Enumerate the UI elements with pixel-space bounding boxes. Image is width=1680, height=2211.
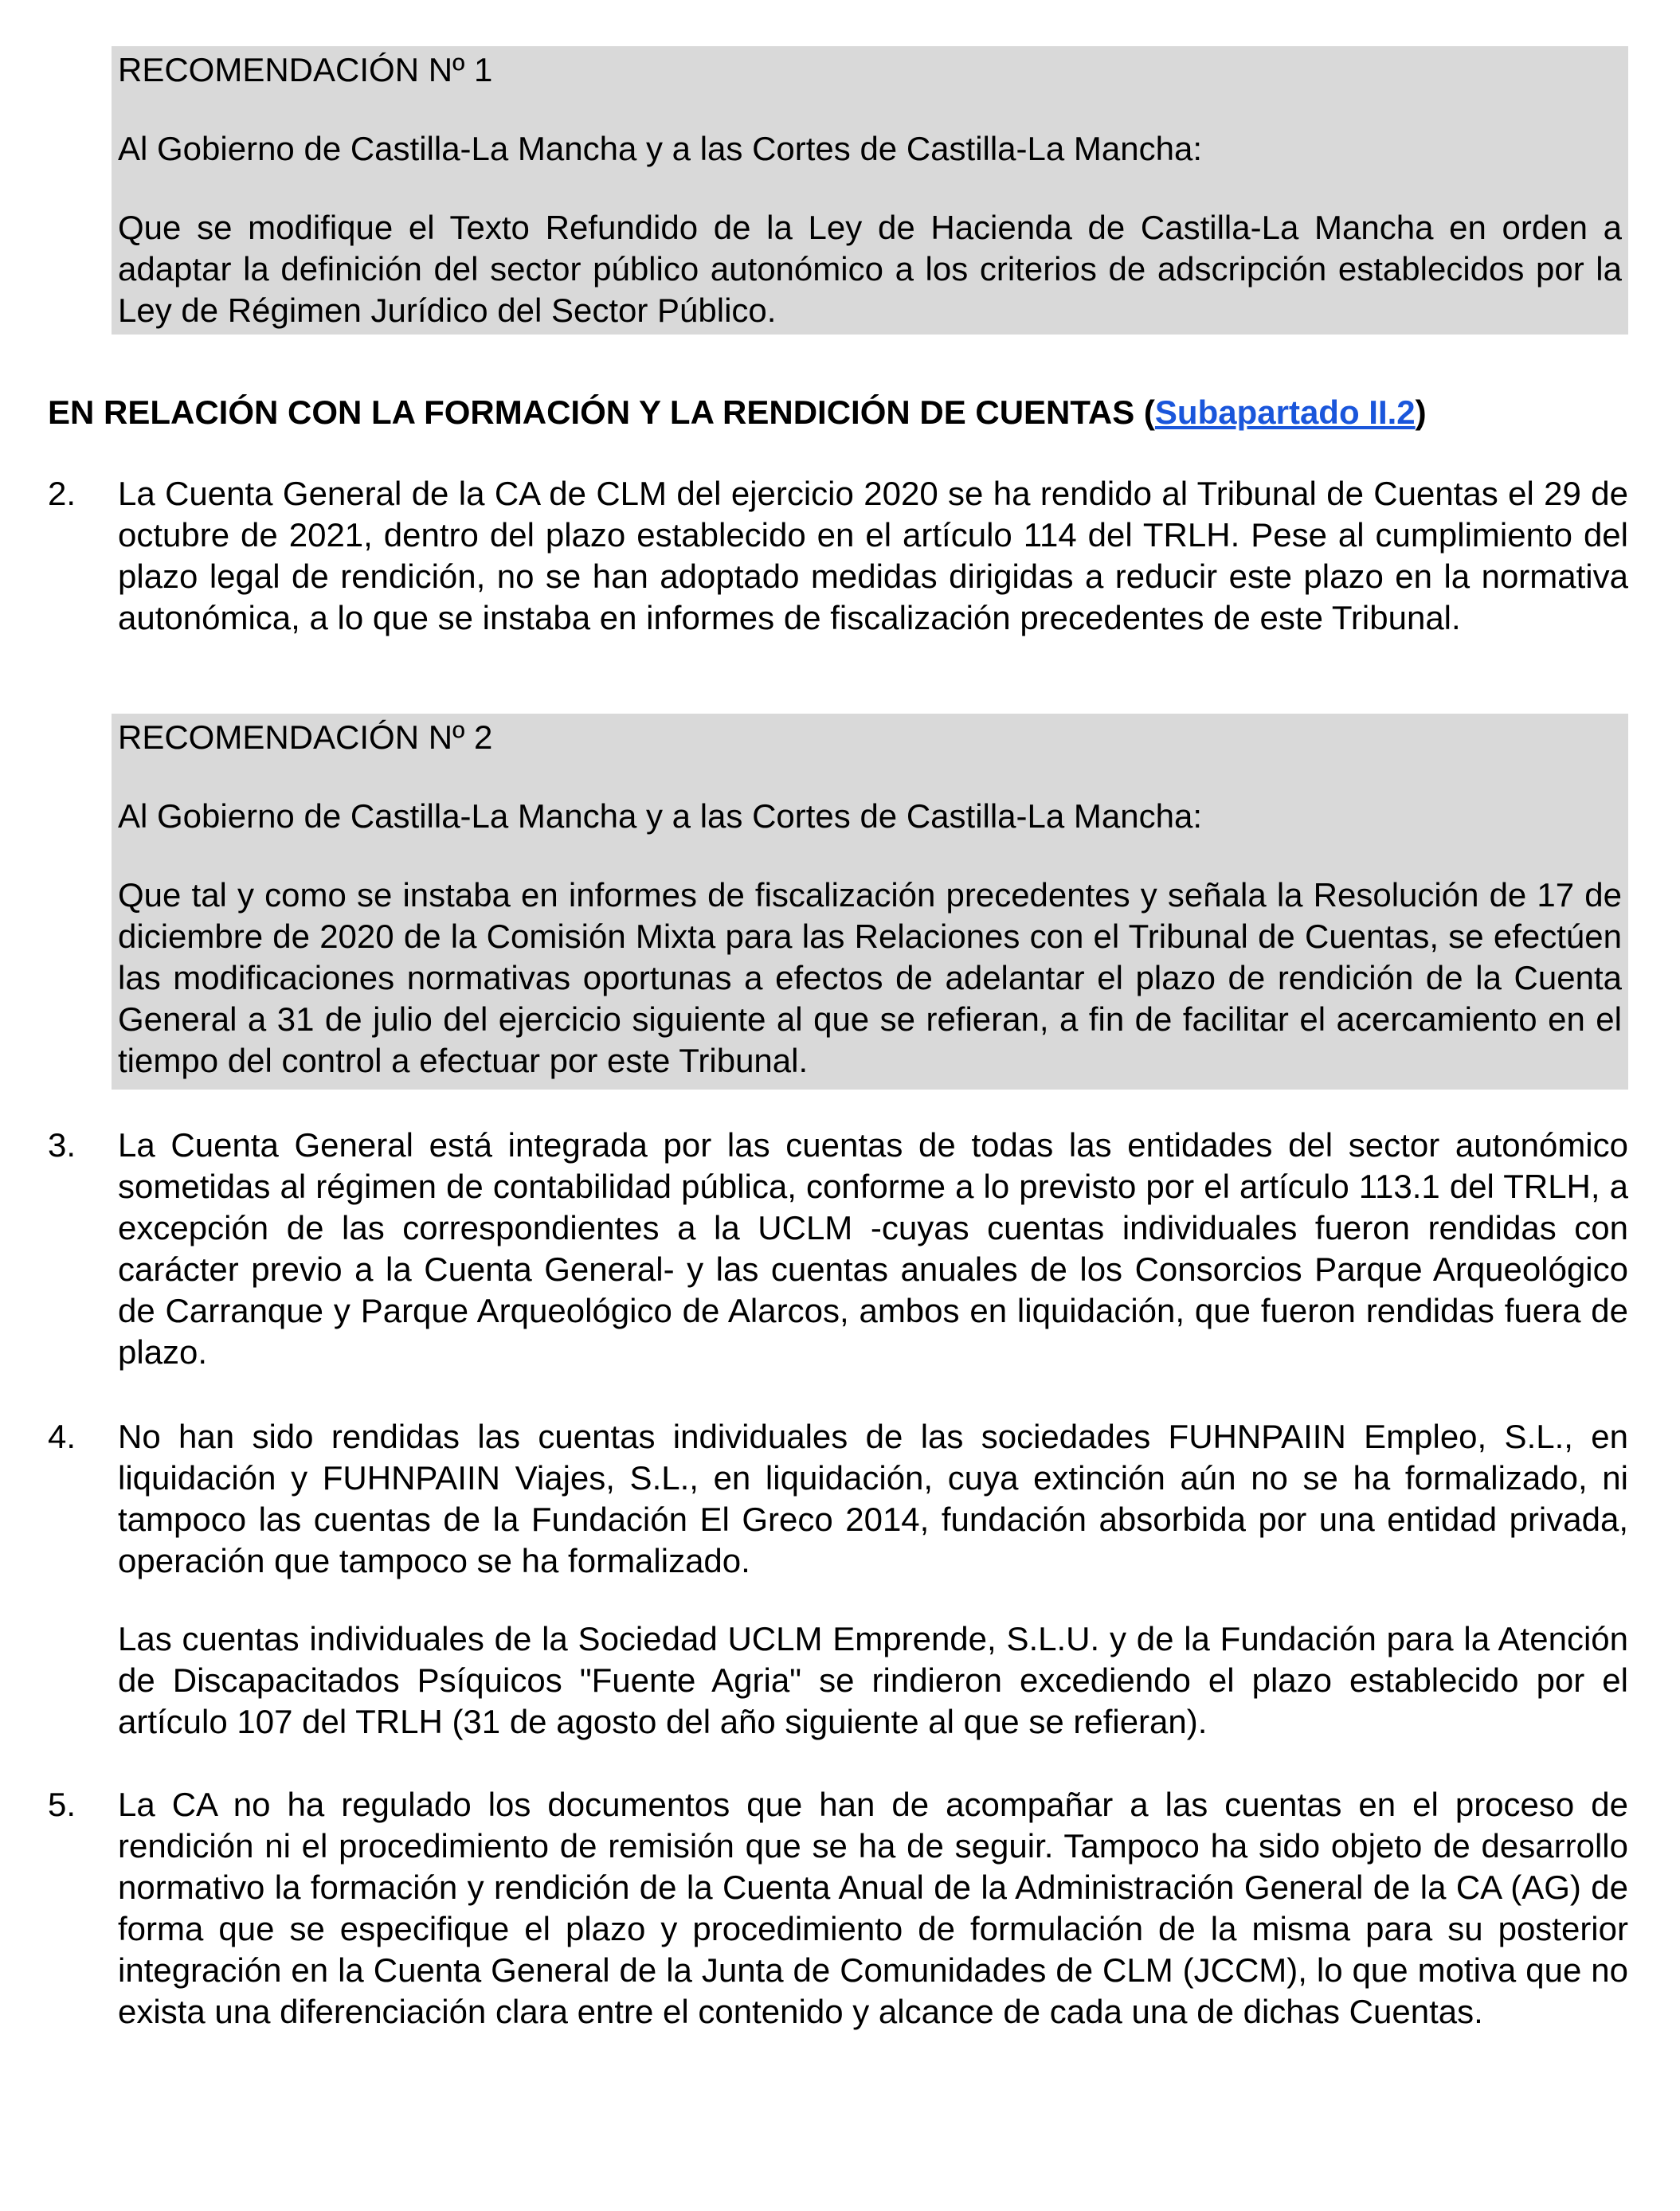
item-paragraph: No han sido rendidas las cuentas individuales de las sociedades FUHNPAIIN Empleo, S.L., en liquidación y FUHNPAIIN Viajes, S.L., en liquidación, cuya extinción aún no se ha formalizado, ni tampoco las cuentas de la Fundación El Greco 2014, fundación absorbida por una entidad privada, operación que tampoco se ha formalizado. bbox=[118, 1418, 1628, 1579]
recommendation-box-2 bbox=[112, 714, 1628, 1090]
item-paragraph: La Cuenta General de la CA de CLM del ejercicio 2020 se ha rendido al Tribunal de Cuentas el 29 de octubre de 2021, dentro del plazo establecido en el artículo 114 del TRLH. Pese al cumplimiento del plazo legal de rendición, no se han adoptado medidas dirigidas a reducir este plazo en la normativa autonómica, a lo que se instaba en informes de fiscalización precedentes de este Tribunal. bbox=[118, 475, 1628, 636]
item-paragraph: Las cuentas individuales de la Sociedad UCLM Emprende, S.L.U. y de la Fundación para la Atención de Discapacitados Psíquicos "Fuente Agria" se rindieron excediendo el plazo establecido por el artículo 107 del TRLH (31 de agosto del año siguiente al que se refieran). bbox=[118, 1620, 1628, 1740]
item-number: 5. bbox=[48, 1786, 76, 1823]
recommendation-addressee: Al Gobierno de Castilla-La Mancha y a las Cortes de Castilla-La Mancha: bbox=[118, 797, 1203, 835]
item-paragraph: La CA no ha regulado los documentos que han de acompañar a las cuentas en el proceso de rendición ni el procedimiento de remisión que se ha de seguir. Tampoco ha sido objeto de desarrollo normativo la formación y rendición de la Cuenta Anual de la Administración General de la CA (AG) de forma que se especifique el plazo y procedimiento de formulación de la misma para su posterior integración en la Cuenta General de la Junta de Comunidades de CLM (JCCM), lo que motiva que no exista una diferenciación clara entre el contenido y alcance de cada una de dichas Cuentas. bbox=[118, 1786, 1628, 2030]
item-paragraph: La Cuenta General está integrada por las cuentas de todas las entidades del sector autonómico sometidas al régimen de contabilidad pública, conforme a lo previsto por el artículo 113.1 del TRLH, a excepción de las correspondientes a la UCLM -cuyas cuentas individuales fueron rendidas con carácter previo a la Cuenta General- y las cuentas anuales de los Consorcios Parque Arqueológico de Carranque y Parque Arqueológico de Alarcos, ambos en liquidación, que fueron rendidas fuera de plazo. bbox=[118, 1126, 1628, 1371]
recommendation-title: RECOMENDACIÓN Nº 1 bbox=[118, 51, 493, 88]
recommendation-title: RECOMENDACIÓN Nº 2 bbox=[118, 718, 493, 756]
item-number: 3. bbox=[48, 1126, 76, 1164]
section-heading bbox=[48, 392, 1633, 433]
subapartado-link[interactable]: Subapartado II.2 bbox=[1154, 393, 1416, 431]
recommendation-box-1 bbox=[112, 46, 1628, 335]
section-heading-text: EN RELACIÓN CON LA FORMACIÓN Y LA RENDICIÓN DE CUENTAS ( bbox=[48, 393, 1155, 431]
section-heading-close: ) bbox=[1415, 393, 1427, 431]
recommendation-addressee: Al Gobierno de Castilla-La Mancha y a las Cortes de Castilla-La Mancha: bbox=[118, 130, 1203, 167]
item-number: 4. bbox=[48, 1418, 76, 1455]
recommendation-text: Que se modifique el Texto Refundido de la Ley de Hacienda de Castilla-La Mancha en orden a adaptar la definición del sector público autonómico a los criterios de adscripción establecidos por la Ley de Régimen Jurídico del Sector Público. bbox=[118, 209, 1622, 329]
item-number: 2. bbox=[48, 475, 76, 512]
recommendation-text: Que tal y como se instaba en informes de fiscalización precedentes y señala la Resolución de 17 de diciembre de 2020 de la Comisión Mixta para las Relaciones con el Tribunal de Cuentas, se efectúen las modificaciones normativas oportunas a efectos de adelantar el plazo de rendición de la Cuenta General a 31 de julio del ejercicio siguiente al que se refieran, a fin de facilitar el acercamiento en el tiempo del control a efectuar por este Tribunal. bbox=[118, 876, 1622, 1079]
